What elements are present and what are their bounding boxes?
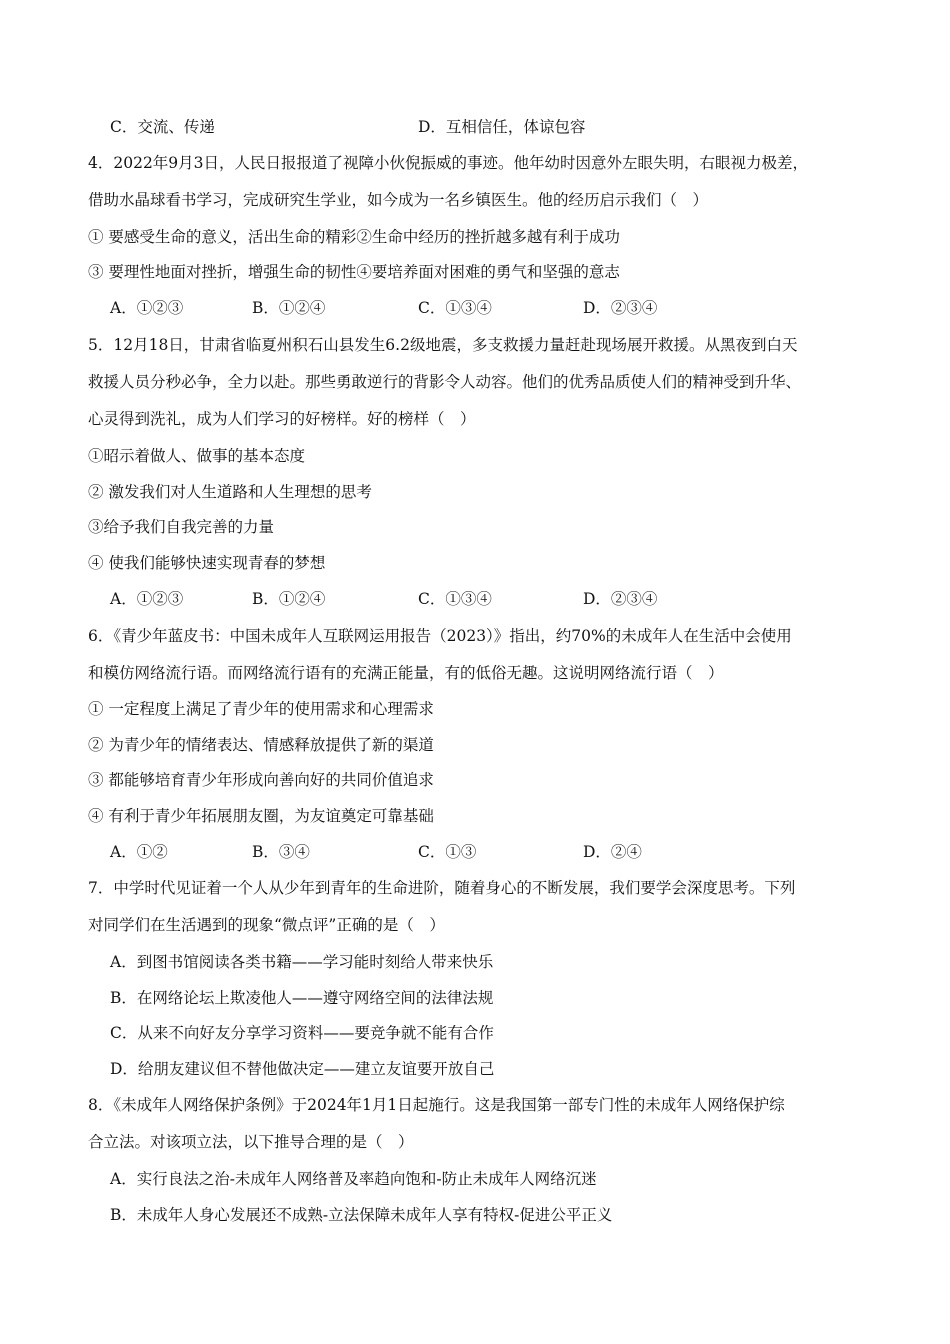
q5-option-c: C．①③④ bbox=[418, 590, 492, 608]
q5-option-b: B．①②④ bbox=[252, 590, 326, 608]
q3-option-c: C．交流、传递 bbox=[110, 118, 215, 136]
q8-option-b: B．未成年人身心发展还不成熟-立法保障未成年人享有特权-促进公平正义 bbox=[110, 1206, 613, 1224]
q5-stem-line-2: 救援人员分秒必争，全力以赴。那些勇敢逆行的背影令人动容。他们的优秀品质使人们的精神受到升华、 bbox=[88, 373, 802, 391]
q6-option-c: C．①③ bbox=[418, 843, 477, 861]
q6-item-1: ① 一定程度上满足了青少年的使用需求和心理需求 bbox=[88, 700, 434, 718]
q6-option-b: B．③④ bbox=[252, 843, 310, 861]
q5-item-4: ④ 使我们能够快速实现青春的梦想 bbox=[88, 554, 326, 572]
q4-stem-line-2: 借助水晶球看书学习，完成研究生学业，如今成为一名乡镇医生。他的经历启示我们（ ） bbox=[88, 191, 709, 209]
q7-option-b: B．在网络论坛上欺凌他人——遵守网络空间的法律法规 bbox=[110, 989, 494, 1007]
q8-stem-line-2: 合立法。对该项立法，以下推导合理的是（ ） bbox=[88, 1133, 414, 1151]
q6-item-3: ③ 都能够培育青少年形成向善向好的共同价值追求 bbox=[88, 771, 434, 789]
q6-item-2: ② 为青少年的情绪表达、情感释放提供了新的渠道 bbox=[88, 736, 434, 754]
q6-option-a: A．①② bbox=[110, 843, 168, 861]
q4-item-line-2: ③ 要理性地面对挫折，增强生命的韧性④要培养面对困难的勇气和坚强的意志 bbox=[88, 263, 620, 281]
q5-option-a: A．①②③ bbox=[110, 590, 184, 608]
q6-option-d: D．②④ bbox=[583, 843, 642, 861]
q4-option-c: C．①③④ bbox=[418, 299, 492, 317]
q7-option-c: C．从来不向好友分享学习资料——要竞争就不能有合作 bbox=[110, 1024, 494, 1042]
q7-stem-line-1: 7．中学时代见证着一个人从少年到青年的生命进阶，随着身心的不断发展，我们要学会深度思考。下列 bbox=[88, 879, 796, 897]
q4-option-b: B．①②④ bbox=[252, 299, 326, 317]
q7-stem-line-2: 对同学们在生活遇到的现象“微点评”正确的是（ ） bbox=[88, 916, 445, 934]
q7-option-a: A．到图书馆阅读各类书籍——学习能时刻给人带来快乐 bbox=[110, 953, 494, 971]
q5-item-2: ② 激发我们对人生道路和人生理想的思考 bbox=[88, 483, 372, 501]
q4-item-line-1: ① 要感受生命的意义，活出生命的精彩②生命中经历的挫折越多越有利于成功 bbox=[88, 228, 620, 246]
q3-option-d: D．互相信任，体谅包容 bbox=[418, 118, 586, 136]
q8-stem-line-1: 8．《未成年人网络保护条例》于2024年1月1日起施行。这是我国第一部专门性的未成年人网络保护综 bbox=[88, 1096, 785, 1114]
q5-stem-line-3: 心灵得到洗礼，成为人们学习的好榜样。好的榜样（ ） bbox=[88, 410, 476, 428]
q7-option-d: D．给朋友建议但不替他做决定——建立友谊要开放自己 bbox=[110, 1060, 495, 1078]
q4-stem-line-1: 4．2022年9月3日，人民日报报道了视障小伙倪振威的事迹。他年幼时因意外左眼失明，右眼视力极差， bbox=[88, 154, 809, 172]
q5-item-3: ③给予我们自我完善的力量 bbox=[88, 518, 275, 536]
q6-stem-line-2: 和模仿网络流行语。而网络流行语有的充满正能量，有的低俗无趣。这说明网络流行语（ ） bbox=[88, 664, 724, 682]
q4-option-d: D．②③④ bbox=[583, 299, 658, 317]
q5-stem-line-1: 5．12月18日，甘肃省临夏州积石山县发生6.2级地震，多支救援力量赶赴现场展开救援。从黑夜到白天 bbox=[88, 336, 798, 354]
q6-stem-line-1: 6．《青少年蓝皮书：中国未成年人互联网运用报告（2023）》指出，约70%的未成年人在生活中会使用 bbox=[88, 627, 792, 645]
q5-option-d: D．②③④ bbox=[583, 590, 658, 608]
q4-option-a: A．①②③ bbox=[110, 299, 184, 317]
q6-item-4: ④ 有利于青少年拓展朋友圈，为友谊奠定可靠基础 bbox=[88, 807, 434, 825]
q5-item-1: ①昭示着做人、做事的基本态度 bbox=[88, 447, 306, 465]
q8-option-a: A．实行良法之治-未成年人网络普及率趋向饱和-防止未成年人网络沉迷 bbox=[110, 1170, 597, 1188]
